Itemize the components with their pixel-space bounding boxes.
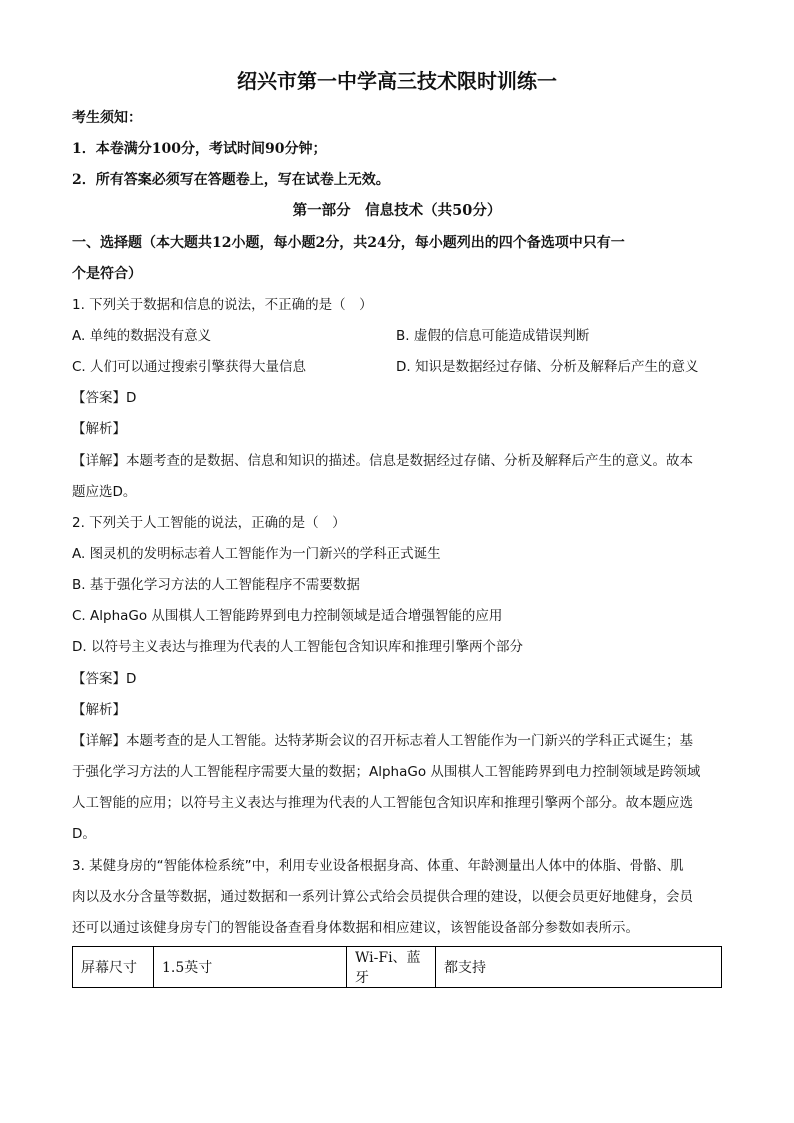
q2-answer: 【答案】D bbox=[72, 671, 137, 687]
spec-table bbox=[72, 946, 722, 988]
q3-stem-line2: 肉以及水分含量等数据，通过数据和一系列计算公式给会员提供合理的建设，以便会员更好地健身，会员 bbox=[72, 889, 693, 905]
q1-analysis-label: 【解析】 bbox=[72, 421, 126, 437]
part-heading: 第一部分 信息技术（共50分） bbox=[292, 202, 502, 219]
q2-detail-line4: D。 bbox=[72, 826, 96, 842]
notice-item-2: 2．所有答案必须写在答题卷上，写在试卷上无效。 bbox=[72, 172, 390, 188]
q3-stem-line3: 还可以通过该健身房专门的智能设备查看身体数据和相应建议，该智能设备部分参数如表所示。 bbox=[72, 920, 639, 936]
q1-answer: 【答案】D bbox=[72, 390, 137, 406]
notice-item-1: 1．本卷满分100分，考试时间90分钟； bbox=[72, 141, 327, 157]
q1-detail-line2: 题应选D。 bbox=[72, 484, 137, 500]
table-cell: 1.5英寸 bbox=[154, 947, 347, 988]
q3-stem-line1: 3. 某健身房的“智能体检系统”中，利用专业设备根据身高、体重、年龄测量出人体中的体脂、骨骼、肌 bbox=[72, 858, 684, 874]
section-heading-line2: 个是符合） bbox=[72, 266, 142, 282]
notice-heading: 考生须知： bbox=[72, 110, 142, 126]
table-cell: Wi-Fi、蓝牙 bbox=[347, 947, 436, 988]
q1-stem: 1. 下列关于数据和信息的说法，不正确的是（ ） bbox=[72, 297, 373, 313]
q2-detail-line2: 于强化学习方法的人工智能程序需要大量的数据；AlphaGo 从围棋人工智能跨界到电力控制领域是跨领域 bbox=[72, 764, 701, 780]
q2-option-a: A. 图灵机的发明标志着人工智能作为一门新兴的学科正式诞生 bbox=[72, 546, 441, 562]
q2-option-c: C. AlphaGo 从围棋人工智能跨界到电力控制领域是适合增强智能的应用 bbox=[72, 608, 503, 624]
q2-option-d: D. 以符号主义表达与推理为代表的人工智能包含知识库和推理引擎两个部分 bbox=[72, 639, 523, 655]
q2-option-b: B. 基于强化学习方法的人工智能程序不需要数据 bbox=[72, 577, 360, 593]
q2-analysis-label: 【解析】 bbox=[72, 702, 126, 718]
table-cell: 屏幕尺寸 bbox=[73, 947, 154, 988]
q1-option-c: C. 人们可以通过搜索引擎获得大量信息 bbox=[72, 359, 307, 375]
page-title: 绍兴市第一中学高三技术限时训练一 bbox=[237, 69, 557, 93]
q2-detail-line3: 人工智能的应用；以符号主义表达与推理为代表的人工智能包含知识库和推理引擎两个部分。故本题应选 bbox=[72, 795, 693, 811]
q1-option-a: A. 单纯的数据没有意义 bbox=[72, 328, 212, 344]
q1-detail-line1: 【详解】本题考查的是数据、信息和知识的描述。信息是数据经过存储、分析及解释后产生的意义。故本 bbox=[72, 453, 693, 469]
table-cell: 都支持 bbox=[436, 947, 722, 988]
q1-option-b: B. 虚假的信息可能造成错误判断 bbox=[396, 328, 590, 344]
q1-option-d: D. 知识是数据经过存储、分析及解释后产生的意义 bbox=[396, 359, 699, 375]
q2-detail-line1: 【详解】本题考查的是人工智能。达特茅斯会议的召开标志着人工智能作为一门新兴的学科正式诞生；基 bbox=[72, 733, 693, 749]
table-row bbox=[73, 947, 722, 988]
q2-stem: 2. 下列关于人工智能的说法，正确的是（ ） bbox=[72, 515, 346, 531]
section-heading-line1: 一、选择题（本大题共12小题，每小题2分，共24分，每小题列出的四个备选项中只有一 bbox=[72, 235, 625, 251]
